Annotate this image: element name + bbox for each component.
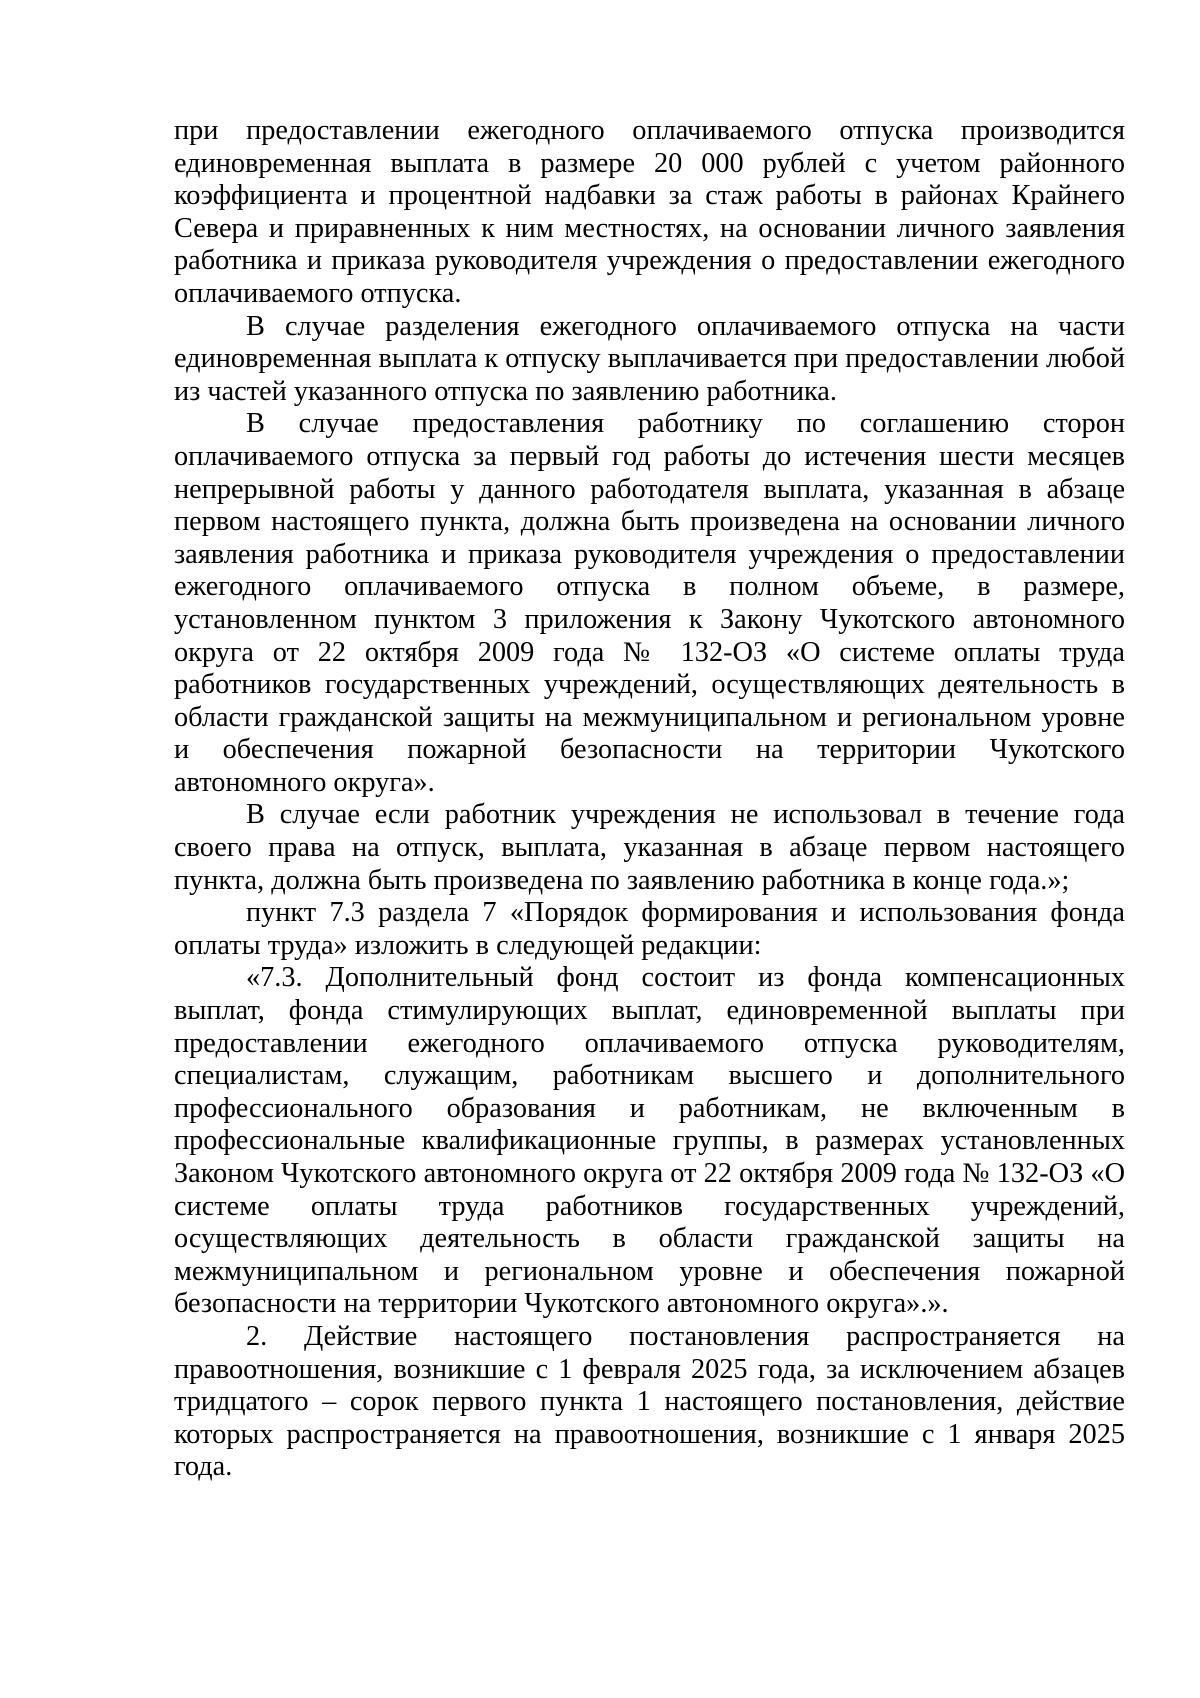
paragraph-leave-division: В случае разделения ежегодного оплачиваемого отпуска на части единовременная выплата к отпуску выплачивается при предоставлении любой из частей указанного отпуска по заявлению работника. <box>174 310 1125 407</box>
paragraph-effective-date: 2. Действие настоящего постановления распространяется на правоотношения, возникшие с 1 февраля 2025 года, за исключением абзацев тридцатого – сорок первого пункта 1 настоящего постановления, действие которых распространяется на правоотношения, возникшие с 1 января 2025 года. <box>174 1320 1125 1483</box>
paragraph-unused-leave: В случае если работник учреждения не использовал в течение года своего права на отпуск, выплата, указанная в абзаце первом настоящего пункта, должна быть произведена по заявлению работника в конце года.»; <box>174 799 1125 896</box>
paragraph-first-year-leave: В случае предоставления работнику по соглашению сторон оплачиваемого отпуска за первый год работы до истечения шести месяцев непрерывной работы у данного работодателя выплата, указанная в абзаце первом настоящего пункта, должна быть произведена на основании личного заявления работника и приказа руководителя учреждения о предоставлении ежегодного оплачиваемого отпуска в полном объеме, в размере, установленном пунктом 3 приложения к Закону Чукотского автономного округа от 22 октября 2009 года № 132-ОЗ «О системе оплаты труда работников государственных учреждений, осуществляющих деятельность в области гражданской защиты на межмуниципальном и региональном уровне и обеспечения пожарной безопасности на территории Чукотского автономного округа». <box>174 408 1125 798</box>
paragraph-lump-sum-payment: при предоставлении ежегодного оплачиваемого отпуска производится единовременная выплата в размере 20 000 рублей с учетом районного коэффициента и процентной надбавки за стаж работы в районах Крайнего Севера и приравненных к ним местностях, на основании личного заявления работника и приказа руководителя учреждения о предоставлении ежегодного оплачиваемого отпуска. <box>174 115 1125 309</box>
paragraph-clause-7-3-amendment: пункт 7.3 раздела 7 «Порядок формирования и использования фонда оплаты труда» изложить в следующей редакции: <box>174 897 1125 961</box>
document-body <box>174 115 1125 1484</box>
paragraph-clause-7-3-text: «7.3. Дополнительный фонд состоит из фонда компенсационных выплат, фонда стимулирующих выплат, единовременной выплаты при предоставлении ежегодного оплачиваемого отпуска руководителям, специалистам, служащим, работникам высшего и дополнительного профессионального образования и работникам, не включенным в профессиональные квалификационные группы, в размерах установленных Законом Чукотского автономного округа от 22 октября 2009 года № 132-ОЗ «О системе оплаты труда работников государственных учреждений, осуществляющих деятельность в области гражданской защиты на межмуниципальном и региональном уровне и обеспечения пожарной безопасности на территории Чукотского автономного округа».». <box>174 962 1125 1320</box>
